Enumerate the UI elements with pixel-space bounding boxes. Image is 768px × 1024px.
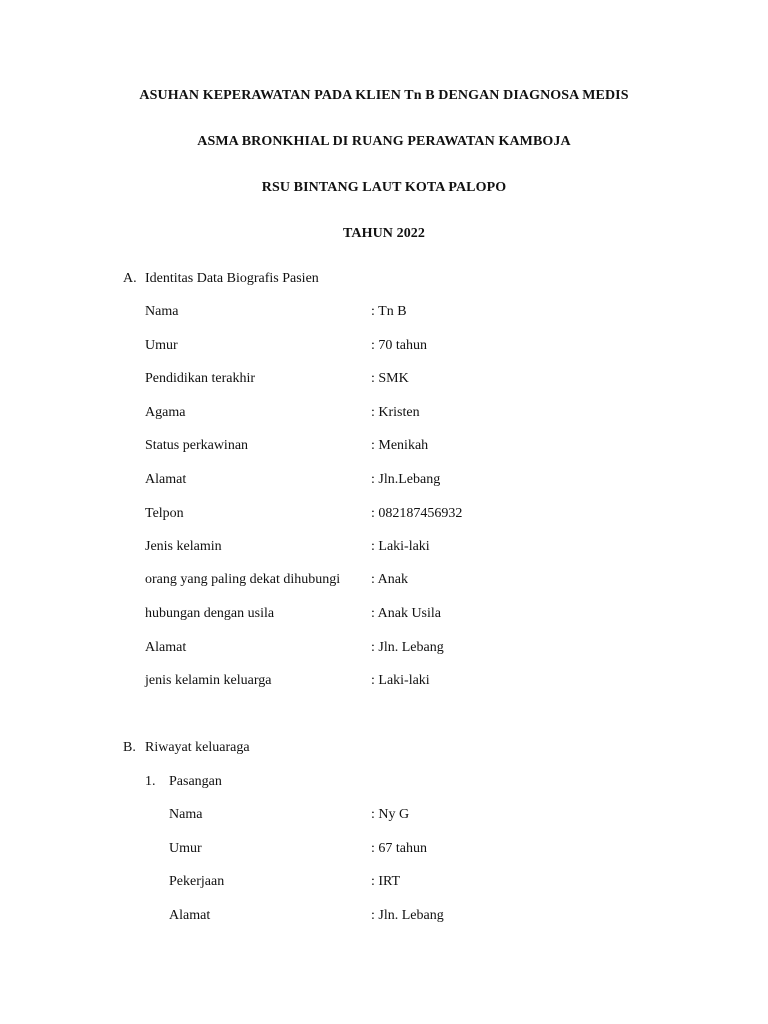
section-a-letter: A. [123,271,137,286]
field-value: : 082187456932 [371,506,463,521]
field-value: : Laki-laki [371,673,430,688]
field-value: : Jln. Lebang [371,640,444,655]
field-value: : Tn B [371,304,407,319]
section-a-title: Identitas Data Biografis Pasien [145,271,319,286]
section-b-title: Riwayat keluaraga [145,740,250,755]
field-label: Nama [145,304,179,319]
subsection-title: Pasangan [169,774,222,789]
field-label: jenis kelamin keluarga [145,673,272,688]
field-value: : Jln.Lebang [371,472,441,487]
field-label: Alamat [145,472,187,487]
field-label: Status perkawinan [145,438,249,453]
field-label: Pekerjaan [169,874,225,889]
field-value: : IRT [371,874,401,889]
field-value: : 70 tahun [371,338,427,353]
field-label: Nama [169,807,203,822]
title-line-4: TAHUN 2022 [342,226,426,241]
field-value: : Kristen [371,405,420,420]
field-value: : SMK [371,371,409,386]
section-a-heading [123,271,319,287]
field-value: : Laki-laki [371,539,430,554]
subsection-pasangan-heading [145,774,222,790]
field-value: : Anak [371,572,408,587]
field-label: Jenis kelamin [145,539,222,554]
field-value: : Anak Usila [371,606,441,621]
field-value: : Ny G [371,807,410,822]
field-label: Umur [145,338,178,353]
field-label: Telpon [145,506,184,521]
subsection-number: 1. [145,774,156,789]
section-b-letter: B. [123,740,136,755]
title-line-2: ASMA BRONKHIAL DI RUANG PERAWATAN KAMBOJA [197,134,571,149]
field-label: Alamat [145,640,187,655]
title-line-3: RSU BINTANG LAUT KOTA PALOPO [261,180,507,195]
field-value: : Menikah [371,438,429,453]
title-line-1: ASUHAN KEPERAWATAN PADA KLIEN Tn B DENGAN DIAGNOSA MEDIS [139,88,629,103]
field-label: hubungan dengan usila [145,606,275,621]
field-label: Umur [169,841,202,856]
field-label: Agama [145,405,186,420]
field-value: : 67 tahun [371,841,427,856]
section-b-heading [123,740,250,756]
field-label: Pendidikan terakhir [145,371,256,386]
field-label: Alamat [169,908,211,923]
field-value: : Jln. Lebang [371,908,444,923]
field-label: orang yang paling dekat dihubungi [145,572,341,587]
